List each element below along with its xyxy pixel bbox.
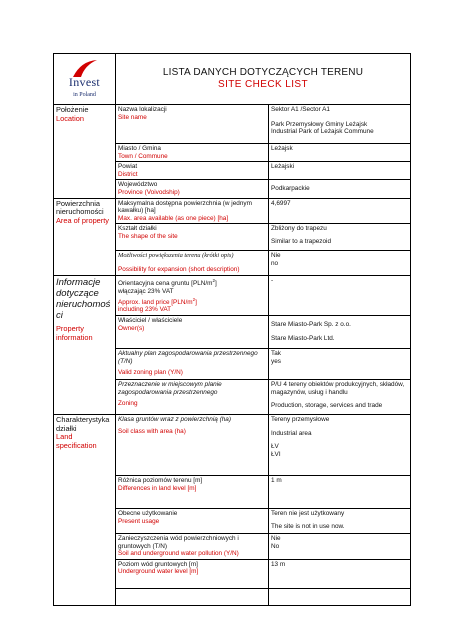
value-pollution: Nie No <box>269 533 411 559</box>
value-town: Leżajsk <box>269 144 411 162</box>
value-zoning-plan: Tak yes <box>269 348 411 379</box>
row-max-area <box>54 198 411 224</box>
label-owner: Właściciel / właściciele Owner(s) <box>116 315 269 348</box>
label-site-name: Nazwa lokalizacji Site name <box>116 105 269 144</box>
value-zoning: P/U 4 tereny obiektów produkcyjnych, składów, magazynów, usług i handlu Production, storage, services and trade <box>269 379 411 414</box>
label-empty <box>116 588 269 605</box>
value-shape: Zbliżony do trapezu Similar to a trapezoid <box>269 224 411 251</box>
label-shape: Kształt działki The shape of the site <box>116 224 269 251</box>
label-price: Orientacyjna cena gruntu $[PLN/m^2]$ włączając 23% VAT Approx. land price $[PLN/m^2]$ including 23% VAT <box>116 276 269 316</box>
label-zoning: Przeznaczenie w miejscowym planie zagospodarowania przestrzennego Zoning <box>116 379 269 414</box>
section-property: Informacje dotyczące nieruchomoś ci Property information <box>54 276 116 415</box>
value-district: Leżajski <box>269 162 411 180</box>
value-owner: Stare Miasto-Park Sp. z o.o. Stare Miasto-Park Ltd. <box>269 315 411 348</box>
label-soil: Klasa gruntów wraz z powierzchnią (ha) Soil class with area (ha) <box>116 414 269 475</box>
site-check-list-sheet <box>53 53 410 606</box>
section-location: Położenie Location <box>54 105 116 199</box>
title-pl: LISTA DANYCH DOTYCZĄCYCH TERENU <box>162 67 364 78</box>
value-expansion: Nie no <box>269 251 411 276</box>
label-province: Województwo Province (Voivodship) <box>116 180 269 198</box>
logo-cell <box>54 54 116 105</box>
label-pollution: Zanieczyszczenia wód powierzchniowych i gruntowych (T/N) Soil and underground water pollution (Y/N) <box>116 533 269 559</box>
value-usage: Teren nie jest użytkowany The site is not in use now. <box>269 508 411 533</box>
invest-in-poland-logo <box>57 57 113 101</box>
logo-sub: in Poland <box>73 92 96 98</box>
value-province: Podkarpackie <box>269 180 411 198</box>
value-empty <box>269 588 411 605</box>
row-site-name <box>54 105 411 144</box>
value-site-name: Sektor A1 /Sector A1 Park Przemysłowy Gminy Leżajsk Industrial Park of Leżajsk Commune <box>269 105 411 144</box>
value-level: 1 m <box>269 475 411 508</box>
label-district: Powiat District <box>116 162 269 180</box>
header-row <box>54 54 411 105</box>
title-en: SITE CHECK LIST <box>218 79 308 90</box>
label-water: Poziom wód gruntowych [m] Underground water level [m] <box>116 559 269 588</box>
title-cell <box>116 54 411 105</box>
section-area: Powierzchnia nieruchomości Area of property <box>54 198 116 276</box>
value-soil: Tereny przemysłowe Industrial area ŁV ŁVI <box>269 414 411 475</box>
label-level: Różnica poziomów terenu [m] Differences in land level [m] <box>116 475 269 508</box>
label-max-area: Maksymalna dostępna powierzchnia (w jednym kawałku) [ha] Max. area available (as one piece) [ha] <box>116 198 269 224</box>
value-water: 13 m <box>269 559 411 588</box>
logo-word: Invest <box>68 75 101 89</box>
site-check-table <box>53 53 411 606</box>
row-soil <box>54 414 411 475</box>
value-price: - <box>269 276 411 316</box>
label-usage: Obecne użytkowanie Present usage <box>116 508 269 533</box>
label-zoning-plan: Aktualny plan zagospodarowania przestrzennego (T/N) Valid zoning plan (Y/N) <box>116 348 269 379</box>
row-price <box>54 276 411 316</box>
value-max-area: 4,6997 <box>269 198 411 224</box>
section-land: Charakterystyka działki Land specification <box>54 414 116 605</box>
label-expansion: Możliwości powiększenia terenu (krótki opis) Possibility for expansion (short description) <box>116 251 269 276</box>
label-town: Miasto / Gmina Town / Commune <box>116 144 269 162</box>
